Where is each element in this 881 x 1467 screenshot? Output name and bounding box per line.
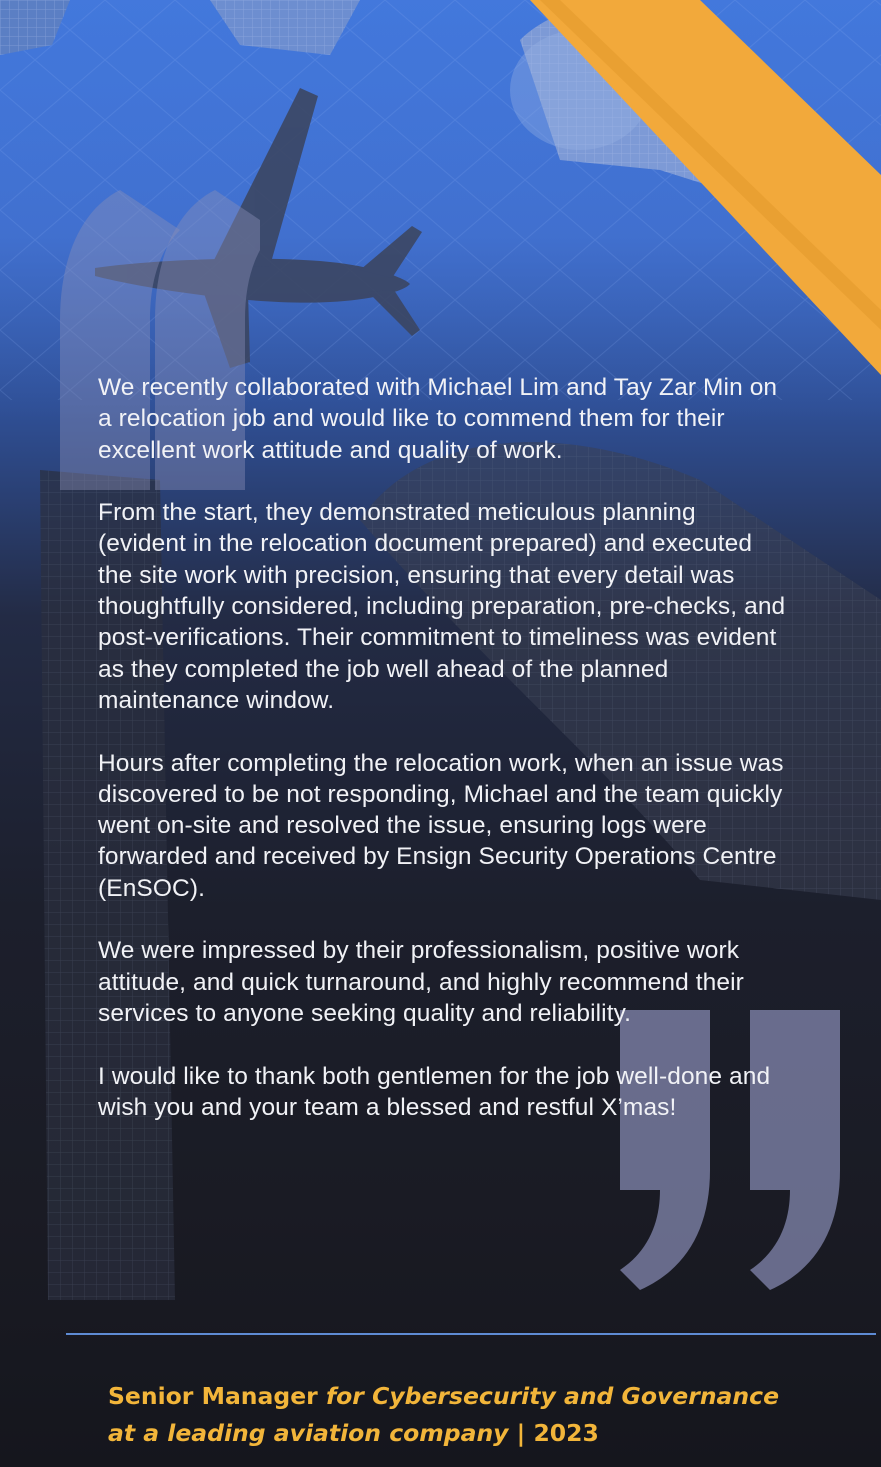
testimonial-paragraph: Hours after completing the relocation work, when an issue was discovered to be not responding, Michael and the team quickly went on-site and resolved the issue, ensuring logs were forwarded and received by Ensign Security Operations Centre (EnSOC). [98, 749, 784, 902]
attribution-org [108, 1415, 848, 1452]
attribution-role [108, 1378, 848, 1415]
org-emphasis: at a leading aviation company [108, 1419, 509, 1447]
attribution [108, 1378, 848, 1452]
testimonial-paragraph: We were impressed by their professionalism, positive work attitude, and quick turnaround, and highly recommend their services to anyone seeking quality and reliability. [98, 937, 744, 1027]
testimonial-paragraph: I would like to thank both gentlemen for the job well-done and wish you and your team a blessed and restful X’mas! [98, 1062, 771, 1121]
role-prefix: Senior Manager [108, 1382, 326, 1410]
role-emphasis: for Cybersecurity and Governance [325, 1382, 780, 1410]
year: | 2023 [508, 1419, 599, 1447]
divider [66, 1333, 876, 1335]
testimonial-body [98, 372, 788, 1154]
testimonial-paragraph: From the start, they demonstrated meticulous planning (evident in the relocation document prepared) and executed the site work with precision, ensuring that every detail was thoughtfully considered, including preparation, pre-checks, and post-verifications. Their commitment to timeliness was evident as they completed the job well ahead of the planned maintenance window. [98, 499, 786, 714]
testimonial-paragraph: We recently collaborated with Michael Lim and Tay Zar Min on a relocation job and would like to commend them for their excellent work attitude and quality of work. [98, 374, 778, 464]
